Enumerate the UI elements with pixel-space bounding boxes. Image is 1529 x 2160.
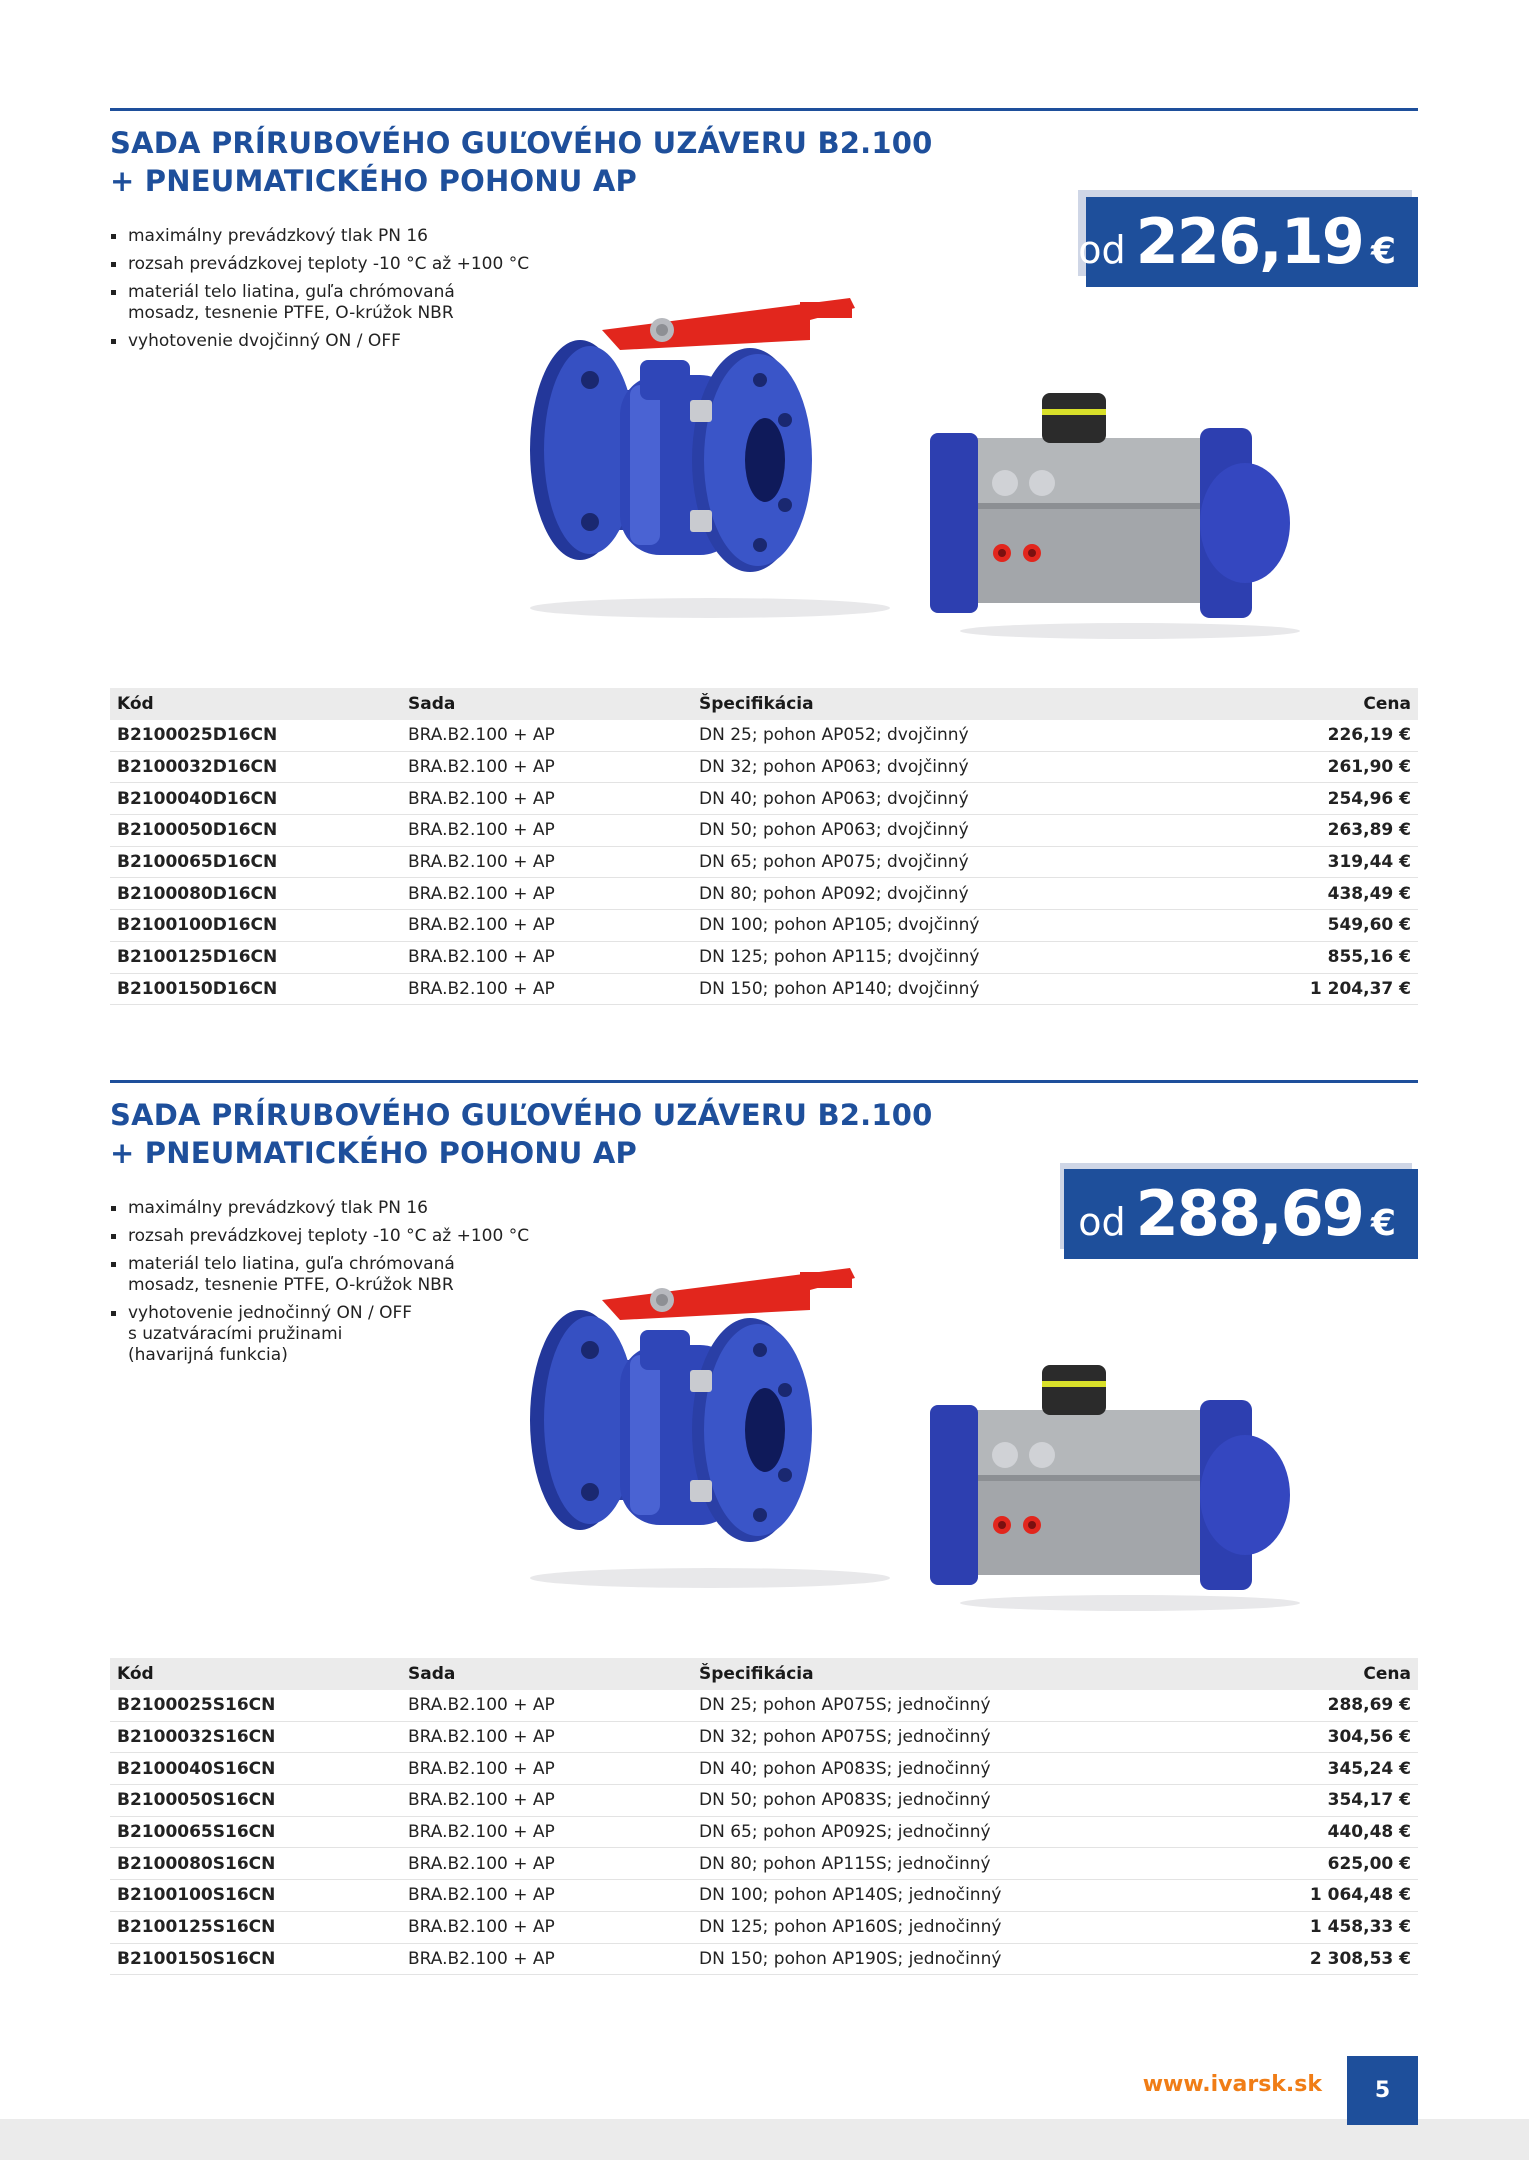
page-number: 5 [1347, 2056, 1418, 2125]
table-row [110, 941, 1418, 973]
section-title [110, 124, 933, 200]
cell-spec: DN 125; pohon AP115; dvojčinný [692, 941, 1206, 973]
cell-spec: DN 80; pohon AP092; dvojčinný [692, 878, 1206, 910]
section-title [110, 1096, 933, 1172]
cell-set: BRA.B2.100 + AP [401, 910, 692, 942]
price-amount: 226,19 [1135, 205, 1363, 278]
cell-set: BRA.B2.100 + AP [401, 973, 692, 1005]
feature-item: vyhotovenie jednočinný ON / OFF s uzatváracími pružinami (havarijná funkcia) [110, 1303, 550, 1366]
cell-code: B2100050S16CN [110, 1785, 401, 1817]
cell-set: BRA.B2.100 + AP [401, 846, 692, 878]
table-header-row [110, 688, 1418, 720]
table-row [110, 878, 1418, 910]
product-table [110, 688, 1418, 1005]
cell-code: B2100125D16CN [110, 941, 401, 973]
cell-price: 345,24 € [1206, 1753, 1418, 1785]
col-header-spec: Špecifikácia [699, 1664, 814, 1684]
price-prefix: od [1078, 1200, 1126, 1244]
cell-spec: DN 25; pohon AP075S; jednočinný [692, 1690, 1206, 1721]
col-header-set: Sada [408, 694, 456, 714]
feature-item: maximálny prevádzkový tlak PN 16 [110, 1198, 550, 1219]
table-header-row [110, 1658, 1418, 1690]
price-badge [1078, 197, 1418, 287]
footer-bar [0, 2119, 1529, 2160]
col-header-code: Kód [117, 1664, 154, 1684]
table-row [110, 1816, 1418, 1848]
feature-item: rozsah prevádzkovej teploty -10 °C až +100 °C [110, 254, 550, 275]
cell-spec: DN 40; pohon AP063; dvojčinný [692, 783, 1206, 815]
cell-spec: DN 40; pohon AP083S; jednočinný [692, 1753, 1206, 1785]
cell-code: B2100025D16CN [110, 720, 401, 751]
section-divider [110, 108, 1418, 111]
cell-set: BRA.B2.100 + AP [401, 720, 692, 751]
price-currency: € [1370, 1203, 1396, 1244]
cell-price: 438,49 € [1206, 878, 1418, 910]
section-title-line-1: SADA PRÍRUBOVÉHO GUĽOVÉHO UZÁVERU B2.100 [110, 126, 933, 160]
cell-spec: DN 100; pohon AP105; dvojčinný [692, 910, 1206, 942]
cell-code: B2100150D16CN [110, 973, 401, 1005]
website-link[interactable]: www.ivarsk.sk [1142, 2072, 1322, 2097]
cell-spec: DN 65; pohon AP092S; jednočinný [692, 1816, 1206, 1848]
cell-spec: DN 150; pohon AP140; dvojčinný [692, 973, 1206, 1005]
cell-set: BRA.B2.100 + AP [401, 878, 692, 910]
product-table [110, 1658, 1418, 1975]
cell-set: BRA.B2.100 + AP [401, 1848, 692, 1880]
table-row [110, 1880, 1418, 1912]
cell-code: B2100150S16CN [110, 1943, 401, 1975]
table-row [110, 846, 1418, 878]
product-section-2 [110, 1080, 1418, 1980]
cell-price: 263,89 € [1206, 815, 1418, 847]
table-row [110, 783, 1418, 815]
cell-spec: DN 50; pohon AP083S; jednočinný [692, 1785, 1206, 1817]
cell-code: B2100040D16CN [110, 783, 401, 815]
cell-code: B2100065S16CN [110, 1816, 401, 1848]
table-row [110, 1690, 1418, 1721]
table-row [110, 1943, 1418, 1975]
cell-set: BRA.B2.100 + AP [401, 1911, 692, 1943]
feature-item: materiál telo liatina, guľa chrómovaná mosadz, tesnenie PTFE, O-krúžok NBR [110, 1254, 550, 1296]
cell-set: BRA.B2.100 + AP [401, 1880, 692, 1912]
pneumatic-actuator-image [930, 1355, 1370, 1615]
cell-code: B2100032S16CN [110, 1721, 401, 1753]
col-header-spec: Špecifikácia [699, 694, 814, 714]
pneumatic-actuator-image [930, 383, 1370, 643]
cell-price: 440,48 € [1206, 1816, 1418, 1848]
table-row [110, 910, 1418, 942]
section-divider [110, 1080, 1418, 1083]
cell-set: BRA.B2.100 + AP [401, 1753, 692, 1785]
cell-price: 226,19 € [1206, 720, 1418, 751]
col-header-price: Cena [1363, 1664, 1411, 1684]
price-amount: 288,69 [1135, 1177, 1363, 1250]
cell-price: 261,90 € [1206, 751, 1418, 783]
cell-code: B2100080D16CN [110, 878, 401, 910]
cell-set: BRA.B2.100 + AP [401, 783, 692, 815]
price-prefix: od [1078, 228, 1126, 272]
feature-item: vyhotovenie dvojčinný ON / OFF [110, 331, 550, 352]
cell-spec: DN 100; pohon AP140S; jednočinný [692, 1880, 1206, 1912]
cell-set: BRA.B2.100 + AP [401, 1943, 692, 1975]
cell-set: BRA.B2.100 + AP [401, 1721, 692, 1753]
table-row [110, 1785, 1418, 1817]
cell-set: BRA.B2.100 + AP [401, 1816, 692, 1848]
cell-code: B2100080S16CN [110, 1848, 401, 1880]
cell-code: B2100125S16CN [110, 1911, 401, 1943]
cell-spec: DN 32; pohon AP063; dvojčinný [692, 751, 1206, 783]
col-header-set: Sada [408, 1664, 456, 1684]
cell-code: B2100065D16CN [110, 846, 401, 878]
table-row [110, 1753, 1418, 1785]
product-section-1 [110, 108, 1418, 1008]
cell-set: BRA.B2.100 + AP [401, 815, 692, 847]
cell-spec: DN 50; pohon AP063; dvojčinný [692, 815, 1206, 847]
feature-list [110, 226, 550, 359]
section-title-line-2: + PNEUMATICKÉHO POHONU AP [110, 1136, 637, 1170]
cell-price: 1 204,37 € [1206, 973, 1418, 1005]
col-header-price: Cena [1363, 694, 1411, 714]
table-row [110, 973, 1418, 1005]
cell-code: B2100100D16CN [110, 910, 401, 942]
cell-price: 354,17 € [1206, 1785, 1418, 1817]
price-currency: € [1370, 231, 1396, 272]
cell-price: 855,16 € [1206, 941, 1418, 973]
feature-item: rozsah prevádzkovej teploty -10 °C až +100 °C [110, 1226, 550, 1247]
feature-list [110, 1198, 550, 1373]
table-row [110, 1848, 1418, 1880]
cell-spec: DN 32; pohon AP075S; jednočinný [692, 1721, 1206, 1753]
cell-code: B2100025S16CN [110, 1690, 401, 1721]
table-row [110, 815, 1418, 847]
cell-spec: DN 125; pohon AP160S; jednočinný [692, 1911, 1206, 1943]
cell-code: B2100100S16CN [110, 1880, 401, 1912]
table-row [110, 1721, 1418, 1753]
cell-code: B2100040S16CN [110, 1753, 401, 1785]
section-title-line-2: + PNEUMATICKÉHO POHONU AP [110, 164, 637, 198]
cell-price: 1 458,33 € [1206, 1911, 1418, 1943]
cell-price: 319,44 € [1206, 846, 1418, 878]
cell-price: 1 064,48 € [1206, 1880, 1418, 1912]
col-header-code: Kód [117, 694, 154, 714]
cell-set: BRA.B2.100 + AP [401, 941, 692, 973]
cell-set: BRA.B2.100 + AP [401, 751, 692, 783]
feature-item: materiál telo liatina, guľa chrómovaná mosadz, tesnenie PTFE, O-krúžok NBR [110, 282, 550, 324]
table-row [110, 751, 1418, 783]
cell-price: 304,56 € [1206, 1721, 1418, 1753]
cell-price: 549,60 € [1206, 910, 1418, 942]
cell-set: BRA.B2.100 + AP [401, 1690, 692, 1721]
cell-spec: DN 25; pohon AP052; dvojčinný [692, 720, 1206, 751]
table-row [110, 720, 1418, 751]
cell-spec: DN 65; pohon AP075; dvojčinný [692, 846, 1206, 878]
cell-code: B2100032D16CN [110, 751, 401, 783]
table-row [110, 1911, 1418, 1943]
section-title-line-1: SADA PRÍRUBOVÉHO GUĽOVÉHO UZÁVERU B2.100 [110, 1098, 933, 1132]
cell-price: 288,69 € [1206, 1690, 1418, 1721]
cell-price: 254,96 € [1206, 783, 1418, 815]
cell-price: 625,00 € [1206, 1848, 1418, 1880]
feature-item: maximálny prevádzkový tlak PN 16 [110, 226, 550, 247]
price-badge [1064, 1169, 1418, 1259]
cell-spec: DN 150; pohon AP190S; jednočinný [692, 1943, 1206, 1975]
cell-price: 2 308,53 € [1206, 1943, 1418, 1975]
cell-spec: DN 80; pohon AP115S; jednočinný [692, 1848, 1206, 1880]
cell-code: B2100050D16CN [110, 815, 401, 847]
cell-set: BRA.B2.100 + AP [401, 1785, 692, 1817]
